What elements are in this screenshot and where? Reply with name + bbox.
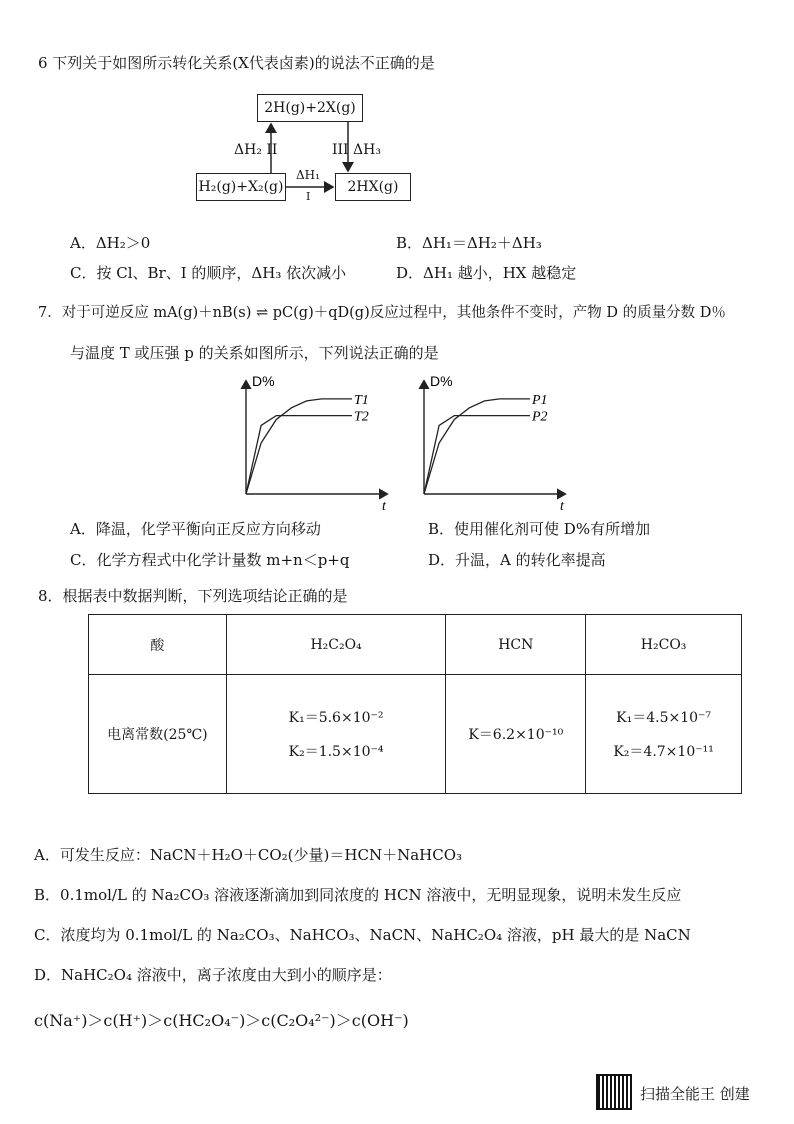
diagram-label-i: I [306,190,311,203]
table-header-row [89,615,742,675]
diagram-left-box: H₂(g)+X₂(g) [196,173,286,201]
diagram-label-dh1: ΔH₁ [296,168,320,182]
q8-option-a: A．可发生反应：NaCN＋H₂O＋CO₂(少量)＝HCN＋NaHCO₃ [34,846,463,864]
footer-watermark: 扫描全能王 创建 [640,1085,750,1103]
h2co3-k1: K₁＝4.5×10⁻⁷ [616,710,712,726]
diagram-top-box: 2H(g)+2X(g) [257,94,363,122]
series-line-P2 [424,416,530,494]
y-axis-label: D% [430,373,453,389]
q7-option-c: C．化学方程式中化学计量数 m+n＜p+q [70,551,350,569]
q7-stem-line1: 7．对于可逆反应 mA(g)＋nB(s) ⇌ pC(g)＋qD(g)反应过程中，其他条件不变时，产物 D 的质量分数 D％ [38,305,726,321]
x-axis-label: t [382,499,386,510]
q7-stem-line2: 与温度 T 或压强 p 的关系如图所示，下列说法正确的是 [70,344,439,362]
table-header-h2c2o4: H₂C₂O₄ [226,615,446,675]
chart-d-vs-t-temperature [228,370,398,510]
table-header-acid: 酸 [89,615,227,675]
table-row-label: 电离常数(25℃) [89,675,227,794]
series-label-P1: P1 [532,392,548,408]
q6-option-d: D．ΔH₁ 越小，HX 越稳定 [396,264,577,282]
q8-option-d: D．NaHC₂O₄ 溶液中，离子浓度由大到小的顺序是： [34,966,392,984]
diagram-right-box: 2HX(g) [335,173,411,201]
series-label-P2: P2 [532,409,548,425]
q6-option-c: C．按 Cl、Br、I 的顺序，ΔH₃ 依次减小 [70,264,347,282]
q8-option-c: C．浓度均为 0.1mol/L 的 Na₂CO₃、NaHCO₃、NaCN、NaHC₂O₄ 溶液，pH 最大的是 NaCN [34,926,691,944]
table-cell-h2c2o4 [226,675,446,794]
series-line-P1 [424,399,530,494]
series-label-T2: T2 [354,409,369,425]
h2co3-k2: K₂＝4.7×10⁻¹¹ [613,744,714,760]
series-line-T2 [246,416,352,494]
diagram-label-dh2: ΔH₂ II [234,142,278,158]
h2c2o4-k2: K₂＝1.5×10⁻⁴ [288,744,384,760]
q6-option-a: A．ΔH₂＞0 [70,234,151,252]
table-header-h2co3: H₂CO₃ [586,615,742,675]
diagram-arrows [0,0,794,260]
table-cell-hcn: K＝6.2×10⁻¹⁰ [446,675,586,794]
q6-stem: 6 下列关于如图所示转化关系(X代表卤素)的说法不正确的是 [38,54,435,72]
x-axis-label: t [560,499,564,510]
q6-option-b: B．ΔH₁＝ΔH₂＋ΔH₃ [396,234,542,252]
q8-option-b: B．0.1mol/L 的 Na₂CO₃ 溶液逐渐滴加到同浓度的 HCN 溶液中，无明显现象，说明未发生反应 [34,886,682,904]
diagram-label-dh3: III ΔH₃ [332,142,381,158]
q8-option-d-expression: c(Na⁺)＞c(H⁺)＞c(HC₂O₄⁻)＞c(C₂O₄²⁻)＞c(OH⁻) [34,1011,409,1030]
table-cell-h2co3 [586,675,742,794]
qr-code-icon [596,1074,632,1110]
h2c2o4-k1: K₁＝5.6×10⁻² [288,710,384,726]
q7-option-d: D．升温，A 的转化率提高 [428,551,606,569]
table-row [89,675,742,794]
table-header-hcn: HCN [446,615,586,675]
q7-option-b: B．使用催化剂可使 D%有所增加 [428,520,651,538]
series-line-T1 [246,399,352,494]
series-label-T1: T1 [354,392,369,408]
y-axis-label: D% [252,373,275,389]
ionization-constant-table [88,614,742,794]
q8-stem: 8．根据表中数据判断，下列选项结论正确的是 [38,587,348,605]
chart-d-vs-t-pressure [406,370,576,510]
q7-option-a: A．降温，化学平衡向正反应方向移动 [70,520,321,538]
